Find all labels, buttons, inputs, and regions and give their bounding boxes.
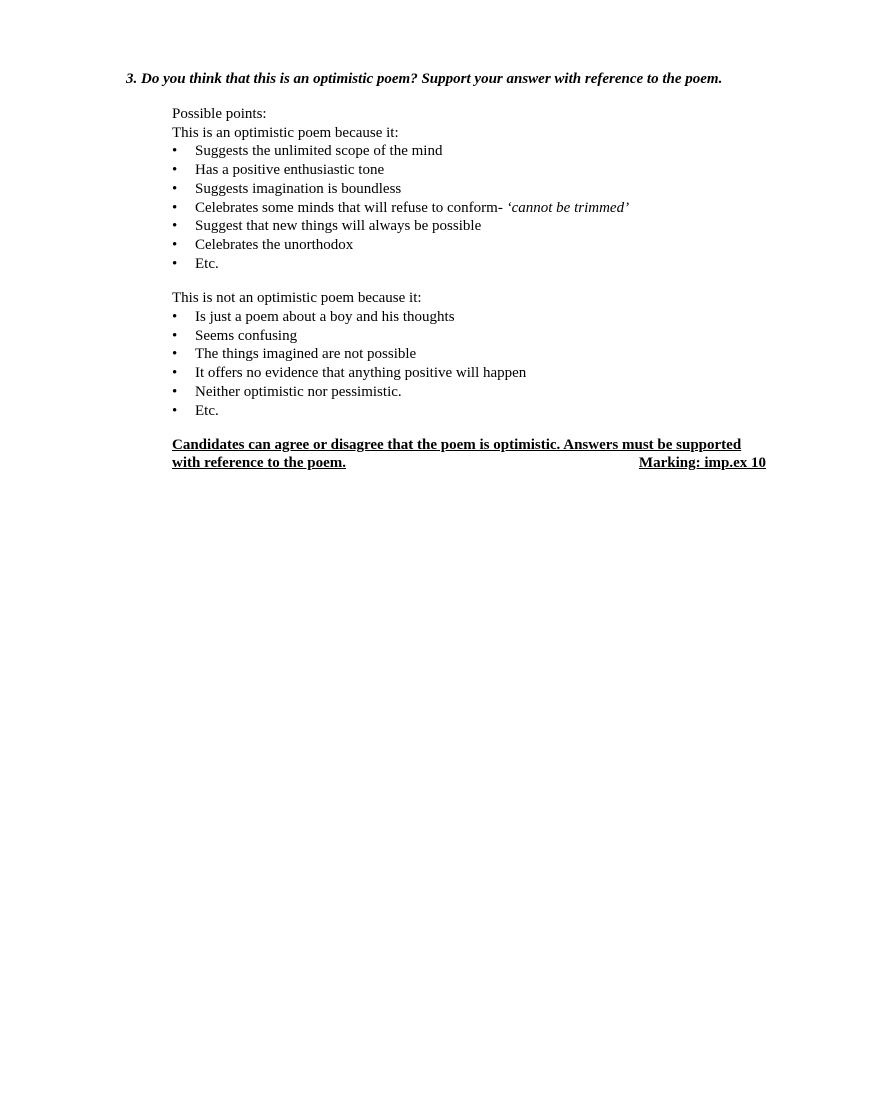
bullet-icon: • (172, 255, 178, 272)
optimistic-points-list (172, 142, 782, 273)
bullet-icon: • (172, 199, 178, 216)
marking-note (172, 436, 766, 472)
list-item (172, 180, 782, 199)
list-item (172, 236, 782, 255)
bullet-icon: • (172, 346, 178, 363)
not-optimistic-lead: This is not an optimistic poem because it: (172, 290, 422, 307)
list-item (172, 255, 782, 274)
list-item-text: Suggests imagination is boundless (195, 180, 402, 197)
list-item-text: Is just a poem about a boy and his thoughts (195, 309, 455, 326)
marking-note-line-2-text: with reference to the poem. (172, 455, 346, 472)
bullet-icon: • (172, 309, 178, 326)
list-item-text: The things imagined are not possible (195, 346, 417, 363)
list-item (172, 383, 782, 402)
bullet-icon: • (172, 143, 178, 160)
list-item-text: Celebrates some minds that will refuse to conform- (195, 199, 507, 216)
list-item (172, 161, 782, 180)
list-item-text: Has a positive enthusiastic tone (195, 162, 385, 179)
list-item-text: It offers no evidence that anything positive will happen (195, 365, 527, 382)
bullet-icon: • (172, 365, 178, 382)
bullet-icon: • (172, 402, 178, 419)
list-item (172, 308, 782, 327)
bullet-icon: • (172, 383, 178, 400)
spacer (172, 273, 782, 289)
list-item-text: Suggest that new things will always be possible (195, 218, 482, 235)
list-item-text: Celebrates the unorthodox (195, 236, 354, 253)
bullet-icon: • (172, 327, 178, 344)
list-item-text: Etc. (195, 255, 219, 272)
list-item (172, 345, 782, 364)
bullet-icon: • (172, 180, 178, 197)
bullet-icon: • (172, 162, 178, 179)
list-item (172, 402, 782, 421)
list-item-text: Seems confusing (195, 327, 298, 344)
question-heading: 3. Do you think that this is an optimistic poem? Support your answer with reference to the poem. (126, 71, 723, 87)
bullet-icon: • (172, 218, 178, 235)
bullet-icon: • (172, 236, 178, 253)
optimistic-lead: This is an optimistic poem because it: (172, 124, 399, 141)
answer-body (172, 105, 782, 472)
list-item (172, 364, 782, 383)
list-item (172, 217, 782, 236)
list-item-text: Suggests the unlimited scope of the mind (195, 143, 443, 160)
list-item-text: Etc. (195, 402, 219, 419)
marking-note-line-1: Candidates can agree or disagree that the poem is optimistic. Answers must be supported (172, 437, 742, 454)
list-item (172, 199, 782, 218)
poem-quote: ‘cannot be trimmed’ (506, 199, 630, 216)
marking-scheme: Marking: imp.ex 10 (638, 455, 766, 472)
list-item (172, 142, 782, 161)
list-item-text: Neither optimistic nor pessimistic. (195, 383, 402, 400)
marking-note-line-2 (172, 454, 766, 472)
list-item (172, 327, 782, 346)
possible-points-heading: Possible points: (172, 106, 267, 122)
not-optimistic-points-list (172, 308, 782, 420)
